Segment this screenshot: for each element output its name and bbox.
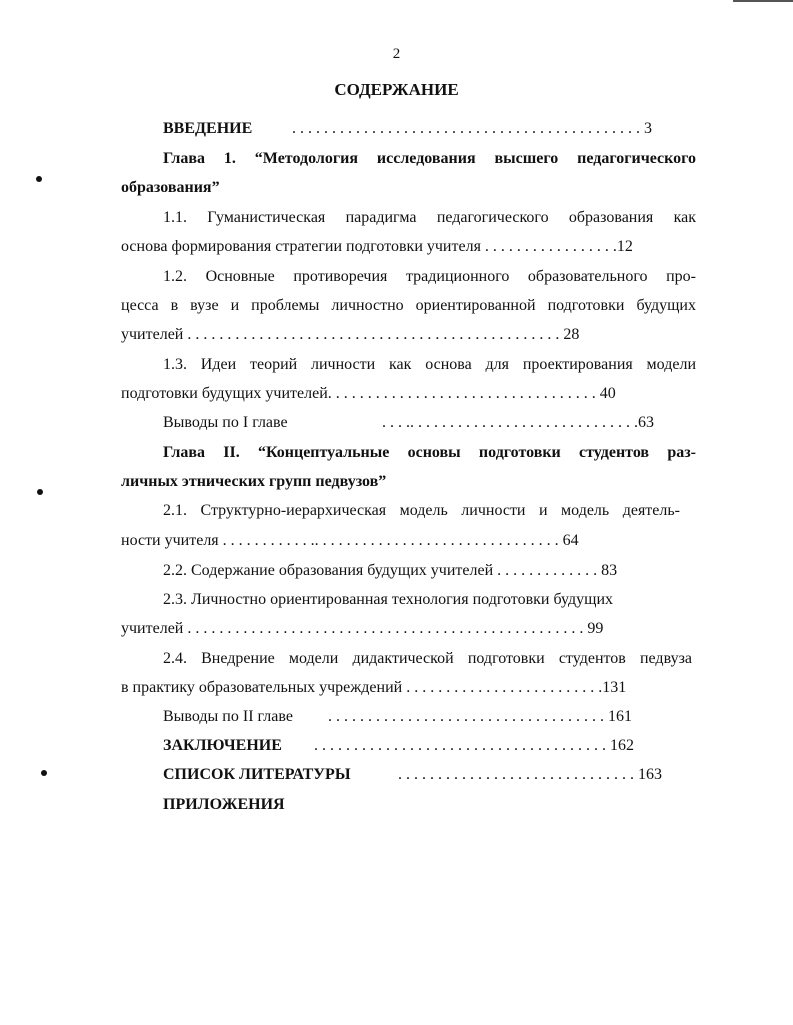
toc-intro-leader: . . . . . . . . . . . . . . . . . . . . . . . . . . . . . . . . . . . . . . . . . . . . 3 [292, 120, 652, 137]
toc-s13-line1: 1.3. Идеи теорий личности как основа для проектирования модели [163, 356, 696, 373]
toc-conc2-label: Выводы по II главе [163, 708, 293, 725]
binding-hole-mark [36, 176, 42, 182]
toc-ch1-line1: Глава 1. “Методология исследования высшего педагогического [163, 150, 696, 167]
toc-ch2-line2: личных этнических групп педвузов” [121, 473, 387, 490]
page-title: СОДЕРЖАНИЕ [334, 80, 459, 99]
toc-s12-line3: учителей . . . . . . . . . . . . . . . . . . . . . . . . . . . . . . . . . . . . . . . . . . . . . . . 28 [121, 326, 580, 343]
toc-conclusion-leader: . . . . . . . . . . . . . . . . . . . . . . . . . . . . . . . . . . . . . 162 [314, 737, 634, 754]
toc-s11-line2: основа формирования стратегии подготовки учителя . . . . . . . . . . . . . . . . .12 [121, 238, 633, 255]
toc-s24-line2: в практику образовательных учреждений . . . . . . . . . . . . . . . . . . . . . . . . .131 [121, 679, 627, 696]
toc-s21-line1: 2.1. Структурно-иерархическая модель личности и модель деятель- [163, 502, 680, 519]
toc-s13-line2: подготовки будущих учителей. . . . . . . . . . . . . . . . . . . . . . . . . . . . . . . . . . 40 [121, 385, 616, 402]
scan-edge-mark [733, 0, 793, 2]
toc-conc1-leader: . . . .. . . . . . . . . . . . . . . . . . . . . . . . . . . . .63 [382, 414, 654, 431]
toc-s11-line1: 1.1. Гуманистическая парадигма педагогического образования как [163, 209, 696, 226]
toc-s21-line2: ности учителя . . . . . . . . . . . .. . . . . . . . . . . . . . . . . . . . . . . . . . . . . . . 64 [121, 532, 579, 549]
toc-s12-line1: 1.2. Основные противоречия традиционного образовательного про- [163, 268, 696, 285]
page-number: 2 [392, 46, 401, 62]
toc-intro-label: ВВЕДЕНИЕ [163, 120, 253, 137]
toc-references-leader: . . . . . . . . . . . . . . . . . . . . . . . . . . . . . . 163 [398, 766, 662, 783]
toc-s24-line1: 2.4. Внедрение модели дидактической подготовки студентов педвуза [163, 650, 692, 667]
toc-references-label: СПИСОК ЛИТЕРАТУРЫ [163, 766, 351, 783]
toc-conc2-leader: . . . . . . . . . . . . . . . . . . . . . . . . . . . . . . . . . . . 161 [328, 708, 632, 725]
toc-s23-line2: учителей . . . . . . . . . . . . . . . . . . . . . . . . . . . . . . . . . . . . . . . . . . . . . . . . . . 99 [121, 620, 604, 637]
toc-s12-line2: цесса в вузе и проблемы личностно ориентированной подготовки будущих [121, 297, 696, 314]
toc-ch1-line2: образования” [121, 179, 220, 196]
binding-hole-mark [37, 489, 43, 495]
toc-s22-line: 2.2. Содержание образования будущих учителей . . . . . . . . . . . . . 83 [163, 562, 618, 579]
toc-ch2-line1: Глава II. “Концептуальные основы подготовки студентов раз- [163, 444, 696, 461]
toc-conc1-label: Выводы по I главе [163, 414, 288, 431]
binding-hole-mark [41, 770, 47, 776]
toc-s23-line1: 2.3. Личностно ориентированная технология подготовки будущих [163, 591, 614, 608]
toc-appendices-label: ПРИЛОЖЕНИЯ [163, 796, 285, 813]
toc-conclusion-label: ЗАКЛЮЧЕНИЕ [163, 737, 282, 754]
